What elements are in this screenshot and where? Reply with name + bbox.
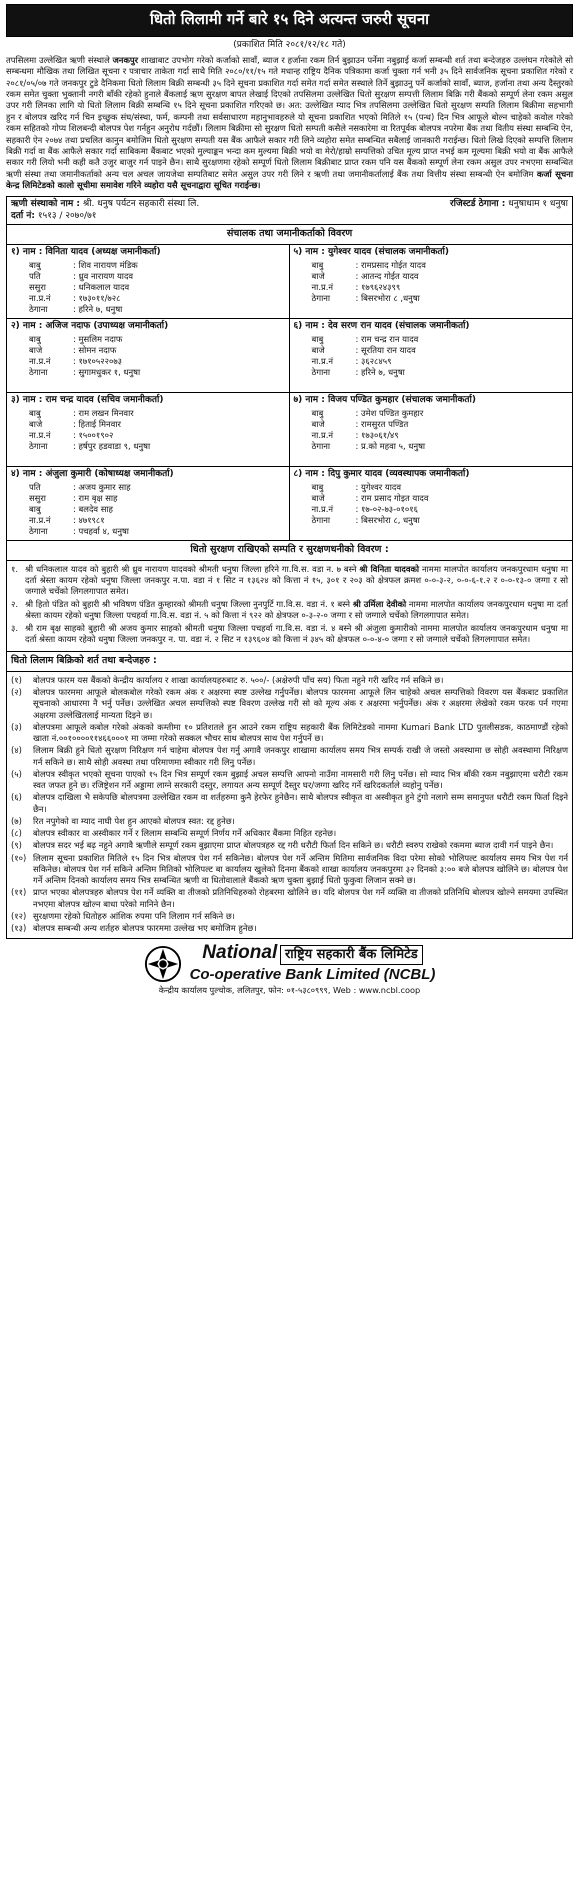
- asset-item: २. श्री हितो पंडित को बुहारी श्री भविषण पंडित कुम्हारको श्रीमती धनुषा जिल्ला नुनपुर्टि गा.वि.स. वडा नं. १ बस्ने श्री उर्मिला देवीको नाममा मालपोत कार्यालय जनकपुरधाम धनुषा मा दर्ता श्रेस्ता कायम रहेको धनुषा जिल्ला पचहर्वा गा.वि.स. वडा नं. ५ को कित्ता नं ९२२ को क्षेत्रफल ०-३-२-० जग्गा र सो जग्गाले चर्चेको लिगलगापात समेत।: [11, 599, 569, 621]
- guarantor-detail: ना.प्र.नं : १७९६२४३९९: [311, 282, 401, 293]
- guarantor-detail: बाजे : रामसुरत पण्डित: [311, 419, 409, 430]
- details-box: [6, 196, 573, 940]
- condition-item: (१०) लिलाम सूचना प्रकाशित मितिले १५ दिन भित्र बोलपत्र पेश गर्न सकिनेछ। बोलपत्र पेश गर्ने अन्तिम मितिमा सार्वजनिक विदा परेमा सोको भोलिपल्ट कार्यालय समय भित्र पेश गर्न सकिनेछ। बोलपत्र पेश गर्न सकिने अन्तिम मितिको भोलिपल्ट बा कार्यालय खुलेको दिनमा बैंकको शाखा कार्यालय जनकपुरमा ३२ दिनको ३:०० बजे बोलपत्र खोलिने छ। बोलपत्र पेश गर्ने अन्तिम दिनको कार्यालय समय भित्र सम्बन्धित ऋणी वा धितोवालाले बैंकको ऋण चुक्ता बुझाई धितो फुकुवा लिजान सक्ने छ।: [11, 852, 568, 886]
- notice-title: धितो लिलामी गर्ने बारे १५ दिने अत्यन्त जरुरी सूचना: [6, 4, 573, 37]
- guarantor-card: [290, 467, 573, 541]
- guarantors-grid: [7, 245, 572, 541]
- asset-item: ३. श्री राम बृक्ष साहको बुहारी श्री अजय कुमार साहको श्रीमती धनुषा जिल्ला पचहर्वा गा.वि.स. वडा नं. ४ बस्ने श्री अंजुला कुमारीको नाममा मालपोत कार्यालय जनकपुरधाम धनुषा मा दर्ता श्रेस्ता कायम रहेको धनुषा जिल्ला जनकपुर न. पा. वडा नं. २ सिट न १३९६०४ को कित्ता नं ३४५ को क्षेत्रफल ०-०-४-० जग्गा र सो जग्गाले चर्चेको लिगलगापात समेत।: [11, 623, 568, 645]
- condition-item: (२) बोलपत्र फारममा आफूले बोलकबोल गरेको रकम अंक र अक्षरमा स्पष्ट उल्लेख गर्नुपर्नेछ। बोलपत्र फारममा आफूले लिन चाहेको अचल सम्पत्तिको विवरण यस बैंकबाट प्रकाशित सूचनाको आधारमा नै भर्नु पर्नेछ। उल्लेखित अचल सम्पत्तिको स्पष्ट विवरण उल्लेख गरी सो को मूल्य अंक र अक्षरमा भर्नुपर्नेछ। अंक र अक्षरमा लेखेको रकम फरक पर्न गएमा अक्षरमा उल्लेखितलाई मान्यता दिइने छ।: [11, 687, 568, 720]
- guarantor-detail: ठेगाना : हरिने ७, धनुषा: [311, 367, 405, 378]
- assets-list: [7, 561, 572, 652]
- guarantor-detail: बाजे : सूरतिया रान यादव: [311, 345, 416, 356]
- guarantor-detail: ना.प्र.नं : १७३०६१/४९: [311, 430, 399, 441]
- guarantor-detail: ठेगाना : बिसरभोरा ८, धनुषा: [311, 515, 420, 526]
- conditions-list: [7, 672, 572, 939]
- bank-name-en: National: [202, 942, 278, 964]
- condition-item: (९) बोलपत्र सदर भई बढ़ नहुने अगावै ऋणीले सम्पूर्ण रकम बुझाएमा प्राप्त बोलपत्रहरु रद्द गरी धरौटी फिर्ता दिन सकिने छ। धरौटी स्वरुप राखेको रकममा ब्याज दावी गर्न पाइने छैन।: [11, 840, 554, 851]
- bank-footer: [6, 939, 573, 984]
- guarantor-detail: बाजे : हिताई मिनवार: [29, 419, 121, 430]
- condition-item: (३) बोलपत्रमा आफूले कबोल गरेको अंकको कम्तीमा १० प्रतिशतले हुन आउने रकम राष्ट्रिय सहकारी बैंक लिमिटेडको नाममा Kumari Bank LTD पुतलीसडक, काठमाण्डौं रहेको खाता नं.००१००००११४६६०००१ मा जम्मा गरेको सक्कल भौचर साथ बोलपत्र साथ पेश गर्नुपर्ने छ।: [11, 721, 568, 744]
- guarantor-detail: पति : ध्रुव नारायण यादव: [29, 271, 134, 282]
- guarantor-card: [290, 393, 573, 467]
- condition-item: (११) प्राप्त भएका बोलपत्रहरु बोलपत्र पेश गर्ने व्यक्ति वा तीजको प्रतिनिधिहरुको रोहबरमा खोलिने छ। यदि बोलपत्र पेश गर्ने व्यक्ति वा तीजको प्रतिनिधि बोलपत्र खोल्ने समयमा उपस्थित नभएमा बोलपत्र खोल्न बाधा परेको मानिने छैन।: [11, 887, 568, 909]
- guarantor-detail: ठेगाना : सुगामधुकर १, धनुषा: [29, 367, 141, 378]
- condition-item: (४) लिलाम बिक्री हुने धितो सुरक्षण निरिक्षण गर्न चाहेमा बोलपत्र पेश गर्नु अगावै जनकपुर शाखामा कार्यालय समय भित्र सम्पर्क राखी जे जस्तो अवस्थामा छ सोही अवस्थामा निरिक्षण गर्न सकिने छ। साथै सोही अवस्था तथा परिमाणमा स्वीकार गरी लिनु पर्नेछ।: [11, 745, 568, 767]
- guarantor-detail: ठेगाना : प्र.को महवा ५, धनुषा: [311, 441, 426, 452]
- guarantor-detail: बाजे : आतन्द गोईत यादव: [311, 271, 419, 282]
- borrower-name: श्री. धनुष पर्यटन सहकारी संस्था लि.: [82, 198, 200, 209]
- guarantor-detail: बाबु : उमेश पण्डित कुमहार: [311, 408, 424, 419]
- condition-item: (८) बोलपत्र स्वीकार वा अस्वीकार गर्ने र लिलाम सम्बन्धि सम्पूर्ण निर्णय गर्ने अधिकार बैंकमा निहित रहनेछ।: [11, 828, 337, 839]
- guarantor-detail: ना.प्र.नं : १५००१९०२: [29, 430, 114, 441]
- guarantor-detail: ना.प्र.नं : ३६२८४५९: [311, 356, 392, 367]
- guarantor-detail: पति : अजय कुमार साह: [29, 482, 131, 493]
- borrower-info: ऋणी संस्थाको नाम : श्री. धनुष पर्यटन सहकारी संस्था लि. रजिस्टर्ड ठेगाना : धनुषाधाम १ धनुषा दर्ता नं: १५१३ / २०७०/७१: [7, 197, 572, 226]
- guarantor-detail: ठेगाना : हरिने ७, धनुषा: [29, 304, 123, 315]
- conditions-title: धितो लिलाम बिक्रिको शर्त तथा बन्देजहरु :: [7, 651, 572, 671]
- guarantor-detail: बाबु : राम लखन मिनवार: [29, 408, 134, 419]
- condition-item: (१३) बोलपत्र सम्बन्धी अन्य शर्तहरु बोलपत्र फारममा उल्लेख भए बमोजिम हुनेछ।: [11, 923, 257, 934]
- guarantor-detail: ठेगाना : हर्षपुर हडवाडा ९, धनुषा: [29, 441, 151, 452]
- guarantor-card: [7, 393, 290, 467]
- guarantor-detail: बाजे : सोमन नदाफ: [29, 345, 117, 356]
- guarantor-detail: बाबु : राम चन्द्र रान यादव: [311, 334, 419, 345]
- guarantor-card: [290, 245, 573, 319]
- guarantor-detail: ससुरा : धनिकलाल यादव: [29, 282, 130, 293]
- borrower-reg-no: १५१३ / २०७०/७१: [37, 210, 97, 221]
- bank-logo-icon: [144, 945, 182, 983]
- publication-date: (प्रकाशित मिति २०८१/१२/१८ गते): [233, 39, 346, 50]
- guarantor-name: ४) नाम : अंजुला कुमारी (कोषाध्यक्ष जमानीकर्ता): [11, 469, 174, 480]
- guarantor-detail: ठेगाना : बिसरभोरा ८ ,धनुषा: [311, 293, 420, 304]
- guarantor-name: ५) नाम : युगेश्वर यादव (संचालक जमानीकर्ता): [293, 247, 449, 258]
- guarantor-name: १) नाम : विनिता यादव (अध्यक्ष जमानीकर्ता): [11, 247, 161, 258]
- asset-item: १. श्री धनिकलाल यादव को बुहारी श्री ध्रुव नारायण यादवको श्रीमती धनुषा जिल्ला हरिने गा.वि.स. वडा न. ७ बस्ने श्री विनिता यादवको नाममा मालपोत कार्यालय जनकपुरधाम धनुषा मा दर्ता श्रेस्ता कायम रहेको धनुषा जिल्ला जनकपुर न.पा. वडा नं १ सिट न १३६२४ को कित्ता नं १५, ३०१ र २०३ को क्षेत्रफल क्रमश ०-०-३-२, ०-०-६-१.२ र ०-०-१३-० जग्गा र सो जग्गाले चर्चेको लिगलगापात समेत।: [11, 563, 568, 596]
- guarantor-detail: ससुरा : राम बृक्ष साह: [29, 493, 118, 504]
- guarantor-name: ७) नाम : विजय पण्डित कुमहार (संचालक जमानीकर्ता): [293, 395, 476, 406]
- assets-title: धितो सुरक्षण राखिएको सम्पति र सुरक्षणधनीको विवरण :: [7, 541, 572, 561]
- guarantor-detail: ठेगाना : पचहर्वा ४, धनुषा: [29, 526, 129, 537]
- condition-item: (७) रित नपुगेको वा म्याद नाघी पेश हुन आएको बोलपत्र स्वत: रद्द हुनेछ।: [11, 815, 235, 826]
- guarantor-detail: ना.प्र.नं : १७-०२-७३-०१०१६: [311, 504, 418, 515]
- bank-name-np: राष्ट्रिय सहकारी बैंक लिमिटेड: [280, 945, 423, 964]
- guarantor-detail: बाबु : मुसलिम नदाफ: [29, 334, 123, 345]
- condition-item: (१) बोलपत्र फारम यस बैंकको केन्द्रीय कार्यालय र शाखा कार्यालयहरुबाट रु. ५००/- (अक्षेरुपी पाँच सय) फिता नहुने गरी खरिद गर्न सकिने छ।: [11, 674, 444, 685]
- guarantor-detail: बाजे : राम प्रसाद गोइत यादव: [311, 493, 429, 504]
- guarantor-name: ६) नाम : देव सरण रान यादव (संचालक जमानीकर्ता): [293, 321, 470, 332]
- guarantor-detail: ना.प्र.नं : १७१०५२२०७३: [29, 356, 123, 367]
- guarantor-detail: बाबु : युगेश्वर यादव: [311, 482, 401, 493]
- condition-item: (१२) सुरक्षणमा रहेको धितोहरु आंशिक रुपमा पनि लिलाम गर्न सकिने छ।: [11, 910, 235, 921]
- guarantor-detail: बाबु : बलदेव साह: [29, 504, 113, 515]
- intro-paragraph: तपसिलमा उल्लेखित ऋणी संस्थाले जनकपुर शाखाबाट उपभोग गरेको कर्जाको सावाँ, ब्याज र हर्जाना रकम तिर्न बुझाउन पर्नेमा नबुझाई कर्जा सम्बन्धी शर्त तथा बन्देजहरु उल्लंघन गरेकोले सो सम्बन्धमा मौखिक तथा लिखित सूचना र पत्राचार ताकेता गर्दा साथै मिति २०८०/११/१५ गते मधान्ह राष्ट्रिय दैनिक पत्रिकामा कर्जा चुक्ता गर्न भनी ३५ दिने सार्वजनिक सूचना प्रकाशित गरेको र २०८१/०५/०७ गते जनकपुर टुडे दैनिकमा धितो लिलाम बिक्री सम्बन्धी ३५ दिने सूचना प्रकाशित गर्दा समेत गर्दा समेत सस्थाले तिर्ने बुझाउनु पर्ने कर्जाको सावाँ, ब्याज, हर्जाना तथा अन्य दैस्तुरको रकम समेत चुक्ता भुक्तानी नगरी बाँकी रहेको हुनाले बैंकलाई ऋण सुरक्षण बापत लेखाई दिएको तपसिलमा उल्लेखित धितो सुरक्षण सम्पत्ती लिलाम बिक्रि गरी बैंकको सम्पूर्ण लेना रकम असुल उपर गरी लिनका लागि यो धितो लिलाम बिक्री सम्बन्धि १५ दिने सूचना प्रकाशित गरिएको छ। अत: उल्लेखित म्याद भित्र तपसिलमा उल्लेखित धितो सुरक्षण सम्पति लिलाम बिक्रीमा सहभागी हुन र बोलपत्र खरिद गर्न चिन इच्छुक संघ/संस्था, फर्म, कम्पनी तथा सर्वसाधारण महानुभावहरुले यो सूचना प्रकाशित भएको मितिले १५ (पन्ध) दिन भित्र आफूले बोल्न चाहेको कवोल गरेको रकम सहितको गोप्य शिलबन्दी बोलपत्र पेश गर्नहुन अनुरोध गर्दछौं। लिलाम बिक्रीमा सो सुरक्षण धितो सम्पती कसैले नसकारेमा वा रितपूर्वक बोलपत्र नपरेमा बैंक तथा वितीय संस्था सम्बन्धि ऐन, सहकारी ऐन २०७४ तथा प्रचलित कानुन बमोजिम धितो सुरक्षण सम्पती यस बैंक आफैले सकार गरी लिने व्यहोरा समेत सम्बन्धित सबैलाई जानकारी गराईन्छ। धितो लिखे दिएको सम्पत्ति लिलाम बिक्री गर्दा वा बैंक आफैले सकार गर्दा साबिकमा बैंकबाट भएको मुल्याङ्कन भन्दा कम मुल्यमा बिक्री भयो वा मेरो/हाम्रो सम्पत्तिको उचित मूल्य प्राप्त नभई कम मूल्यमा बिक्री भयो वा बैंक आफैले सकार गरी लियो भनी कही कतै उजुर बाजुर गर्न पाइने छैन। साथै सुरक्षणमा रहेको सम्पूर्ण धितो लिलाम बिक्रीबाट प्राप्त रकम पनि यस बैंकको सम्पूर्ण लेना रकम असुल उपर नभएमा सम्बन्धित ऋणी संस्था तथा जमानीकर्ताको अन्य चल अचल जायजेथा सम्पतिबाट समेत असुल उपर गरी लिने र ऋणी तथा जमानीकर्तालाई बैंक तथा वित्तीय संस्था सम्बन्धी ऐन बमोजिम कर्जा सूचना केन्द्र लिमिटेडको कालो सूचीमा समावेश गरिने व्यहोरा यसै सूचनाद्वारा सूचित गराईन्छ।: [6, 54, 573, 191]
- guarantor-card: [7, 245, 290, 319]
- guarantor-name: २) नाम : अजिज नदाफ (उपाध्यक्ष जमानीकर्ता): [11, 321, 169, 332]
- guarantor-detail: ना.प्र.नं : १७३०११/७२८: [29, 293, 121, 304]
- guarantor-detail: ना.प्र.नं : ४७१९८१: [29, 515, 105, 526]
- condition-item: (६) बोलपत्र दाखिला भै सकेपछि बोलपत्रमा उल्लेखित रकम वा शर्तहरुमा कुनै हेरफेर हुनेछैन। साथै बोलपत्र स्वीकृत वा अस्वीकृत हुने टुंगो नलागे सम्म समानुपत धरौटी रकम फिर्ता दिइने छैन।: [11, 792, 568, 814]
- guarantor-card: [7, 467, 290, 541]
- guarantor-name: ३) नाम : राम चन्द्र यादव (सचिव जमानीकर्ता): [11, 395, 164, 406]
- bank-contact: केन्द्रीय कार्यालय पुल्चोक, ललितपुर, फोन: ०१-५३८०९९९, Web : www.ncbl.coop: [158, 985, 421, 996]
- bank-name-en-full: Co-operative Bank Limited (NCBL): [189, 965, 436, 983]
- guarantor-card: [290, 319, 573, 393]
- guarantor-card: [7, 319, 290, 393]
- guarantors-title: संचालक तथा जमानीकर्ताको विवरण: [7, 225, 572, 245]
- borrower-address: धनुषाधाम १ धनुषा: [508, 198, 568, 209]
- guarantor-detail: बाबु : रामप्रसाद गोईत यादव: [311, 260, 426, 271]
- guarantor-name: ८) नाम : दिपु कुमार यादव (व्यवस्थापक जमानीकर्ता): [293, 469, 470, 480]
- guarantor-detail: बाबु : शिव नारायण मंडिक: [29, 260, 138, 271]
- condition-item: (५) बोलपत्र स्वीकृत भएको सूचना पाएको १५ दिन भित्र सम्पूर्ण रकम बुझाई अचल सम्पत्ति आफ्नो नाउँमा नामसारी गरी लिनु पर्नेछ। सो म्याद भित्र बाँकी रकम नबुझाएमा धरौटी रकम स्वत जफत हुने छ। रजिष्ट्रेशन गर्ने अड्डामा लाग्ने सरकारी दस्तुर, लगायत अन्य सम्पूर्ण दैस्तुर घर/जग्गा खरिद गर्ने खरिदकर्ताले व्यहोनु पर्नेछ।: [11, 768, 568, 791]
